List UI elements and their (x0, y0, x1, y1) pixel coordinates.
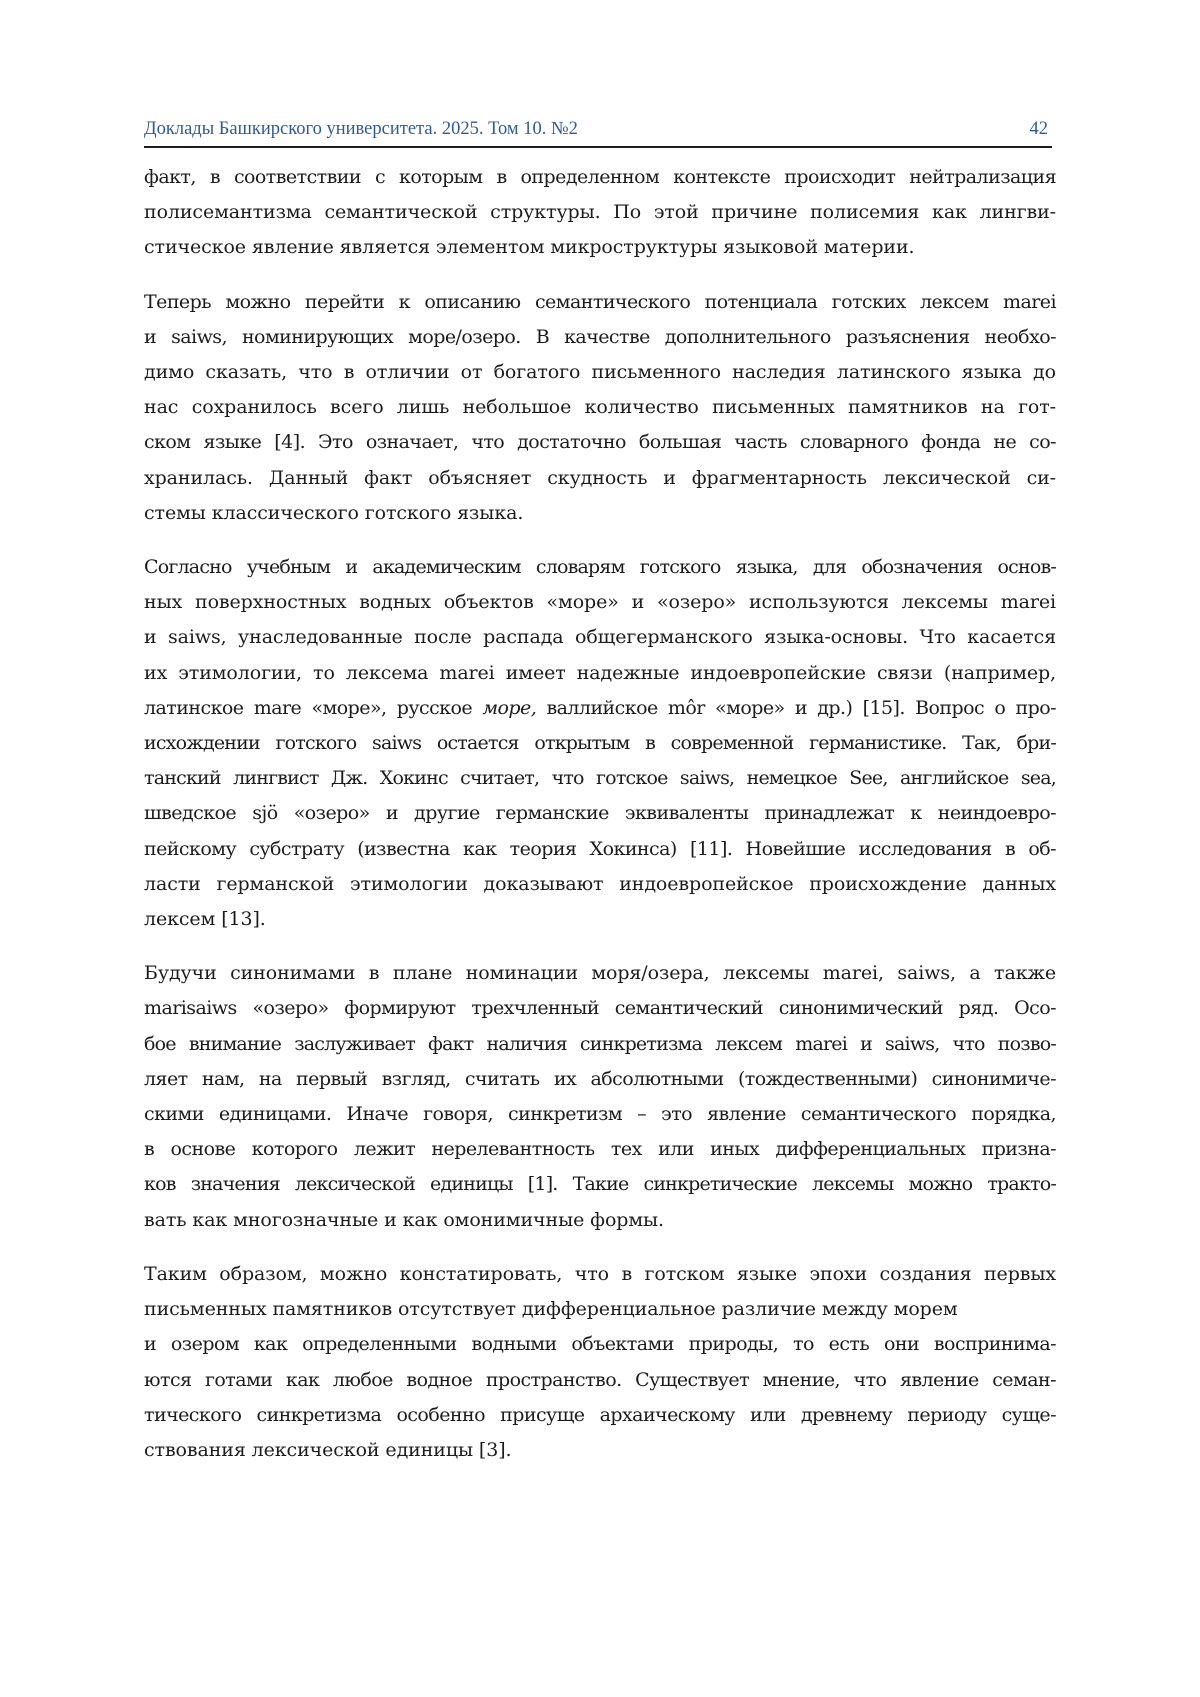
paragraph (144, 1257, 1056, 1468)
text-line: Таким образом, можно констатировать, что в готском языке эпохи создания первых (144, 1257, 1056, 1292)
document-page (0, 0, 1200, 1697)
text-line: хранилась. Данный факт объясняет скудность и фрагментарность лексической си- (144, 461, 1056, 496)
text-line: ствования лексической единицы [3]. (144, 1433, 1056, 1468)
text-line: вать как многозначные и как омонимичные формы. (144, 1203, 1056, 1238)
text-line: и озером как определенными водными объектами природы, то есть они воспринима- (144, 1327, 1056, 1362)
text-line: в основе которого лежит нерелевантность тех или иных дифференциальных призна- (144, 1132, 1056, 1167)
text-line: ются готами как любое водное пространство. Существует мнение, что явление семан- (144, 1363, 1056, 1398)
italic-term: море, (482, 697, 536, 719)
text-line: лексем [13]. (144, 902, 1056, 937)
text-line: пейскому субстрату (известна как теория Хокинса) [11]. Новейшие исследования в об- (144, 832, 1056, 867)
paragraph (144, 285, 1056, 531)
text-line: Согласно учебным и академическим словарям готского языка, для обозначения основ- (144, 550, 1056, 585)
paragraph (144, 160, 1056, 266)
text-line: шведское sjö «озеро» и другие германские эквиваленты принадлежат к неиндоевро- (144, 796, 1056, 831)
text-line: marisaiws «озеро» формируют трехчленный семантический синонимический ряд. Осо- (144, 991, 1056, 1026)
text-line: и saiws, номинирующих море/озеро. В качестве дополнительного разъяснения необхо- (144, 320, 1056, 355)
text-line: димо сказать, что в отличии от богатого письменного наследия латинского языка до (144, 355, 1056, 390)
text-line: Теперь можно перейти к описанию семантического потенциала готских лексем marei (144, 285, 1056, 320)
text-line: полисемантизма семантической структуры. По этой причине полисемия как лингви- (144, 195, 1056, 230)
text-line: факт, в соответствии с которым в определенном контексте происходит нейтрализация (144, 160, 1056, 195)
journal-title: Доклады Башкирского университета. 2025. Том 10. №2 (144, 119, 578, 140)
text-line: Будучи синонимами в плане номинации моря/озера, лексемы marei, saiws, а также (144, 956, 1056, 991)
text-line: стическое явление является элементом микроструктуры языковой материи. (144, 230, 1056, 265)
text-line: скими единицами. Иначе говоря, синкретизм – это явление семантического порядка, (144, 1097, 1056, 1132)
article-body (144, 160, 1056, 1487)
text-line: нас сохранилось всего лишь небольшое количество письменных памятников на гот- (144, 390, 1056, 425)
text-line: стемы классического готского языка. (144, 496, 1056, 531)
text-line (144, 691, 1056, 726)
text-run: валлийское môr «море» и др.) [15]. Вопрос о про- (536, 697, 1056, 719)
text-line: ных поверхностных водных объектов «море» и «озеро» используются лексемы marei (144, 585, 1056, 620)
text-line: их этимологии, то лексема marei имеет надежные индоевропейские связи (например, (144, 656, 1056, 691)
text-line: тического синкретизма особенно присуще архаическому или древнему периоду суще- (144, 1398, 1056, 1433)
page-number: 42 (1030, 119, 1049, 140)
paragraph (144, 550, 1056, 937)
text-line: танский лингвист Дж. Хокинс считает, что готское saiws, немецкое See, английское sea, (144, 761, 1056, 796)
text-line: ляет нам, на первый взгляд, считать их абсолютными (тождественными) синонимиче- (144, 1062, 1056, 1097)
text-line: и saiws, унаследованные после распада общегерманского языка-основы. Что касается (144, 620, 1056, 655)
text-line: исхождении готского saiws остается открытым в современной германистике. Так, бри- (144, 726, 1056, 761)
running-header (144, 116, 1052, 148)
text-run: латинское mare «море», русское (144, 697, 482, 719)
text-line: ском языке [4]. Это означает, что достаточно большая часть словарного фонда не со- (144, 425, 1056, 460)
text-line: письменных памятников отсутствует дифференциальное различие между морем (144, 1292, 1056, 1327)
text-line: ков значения лексической единицы [1]. Такие синкретические лексемы можно тракто- (144, 1167, 1056, 1202)
paragraph (144, 956, 1056, 1238)
text-line: ласти германской этимологии доказывают индоевропейское происхождение данных (144, 867, 1056, 902)
text-line: бое внимание заслуживает факт наличия синкретизма лексем marei и saiws, что позво- (144, 1027, 1056, 1062)
